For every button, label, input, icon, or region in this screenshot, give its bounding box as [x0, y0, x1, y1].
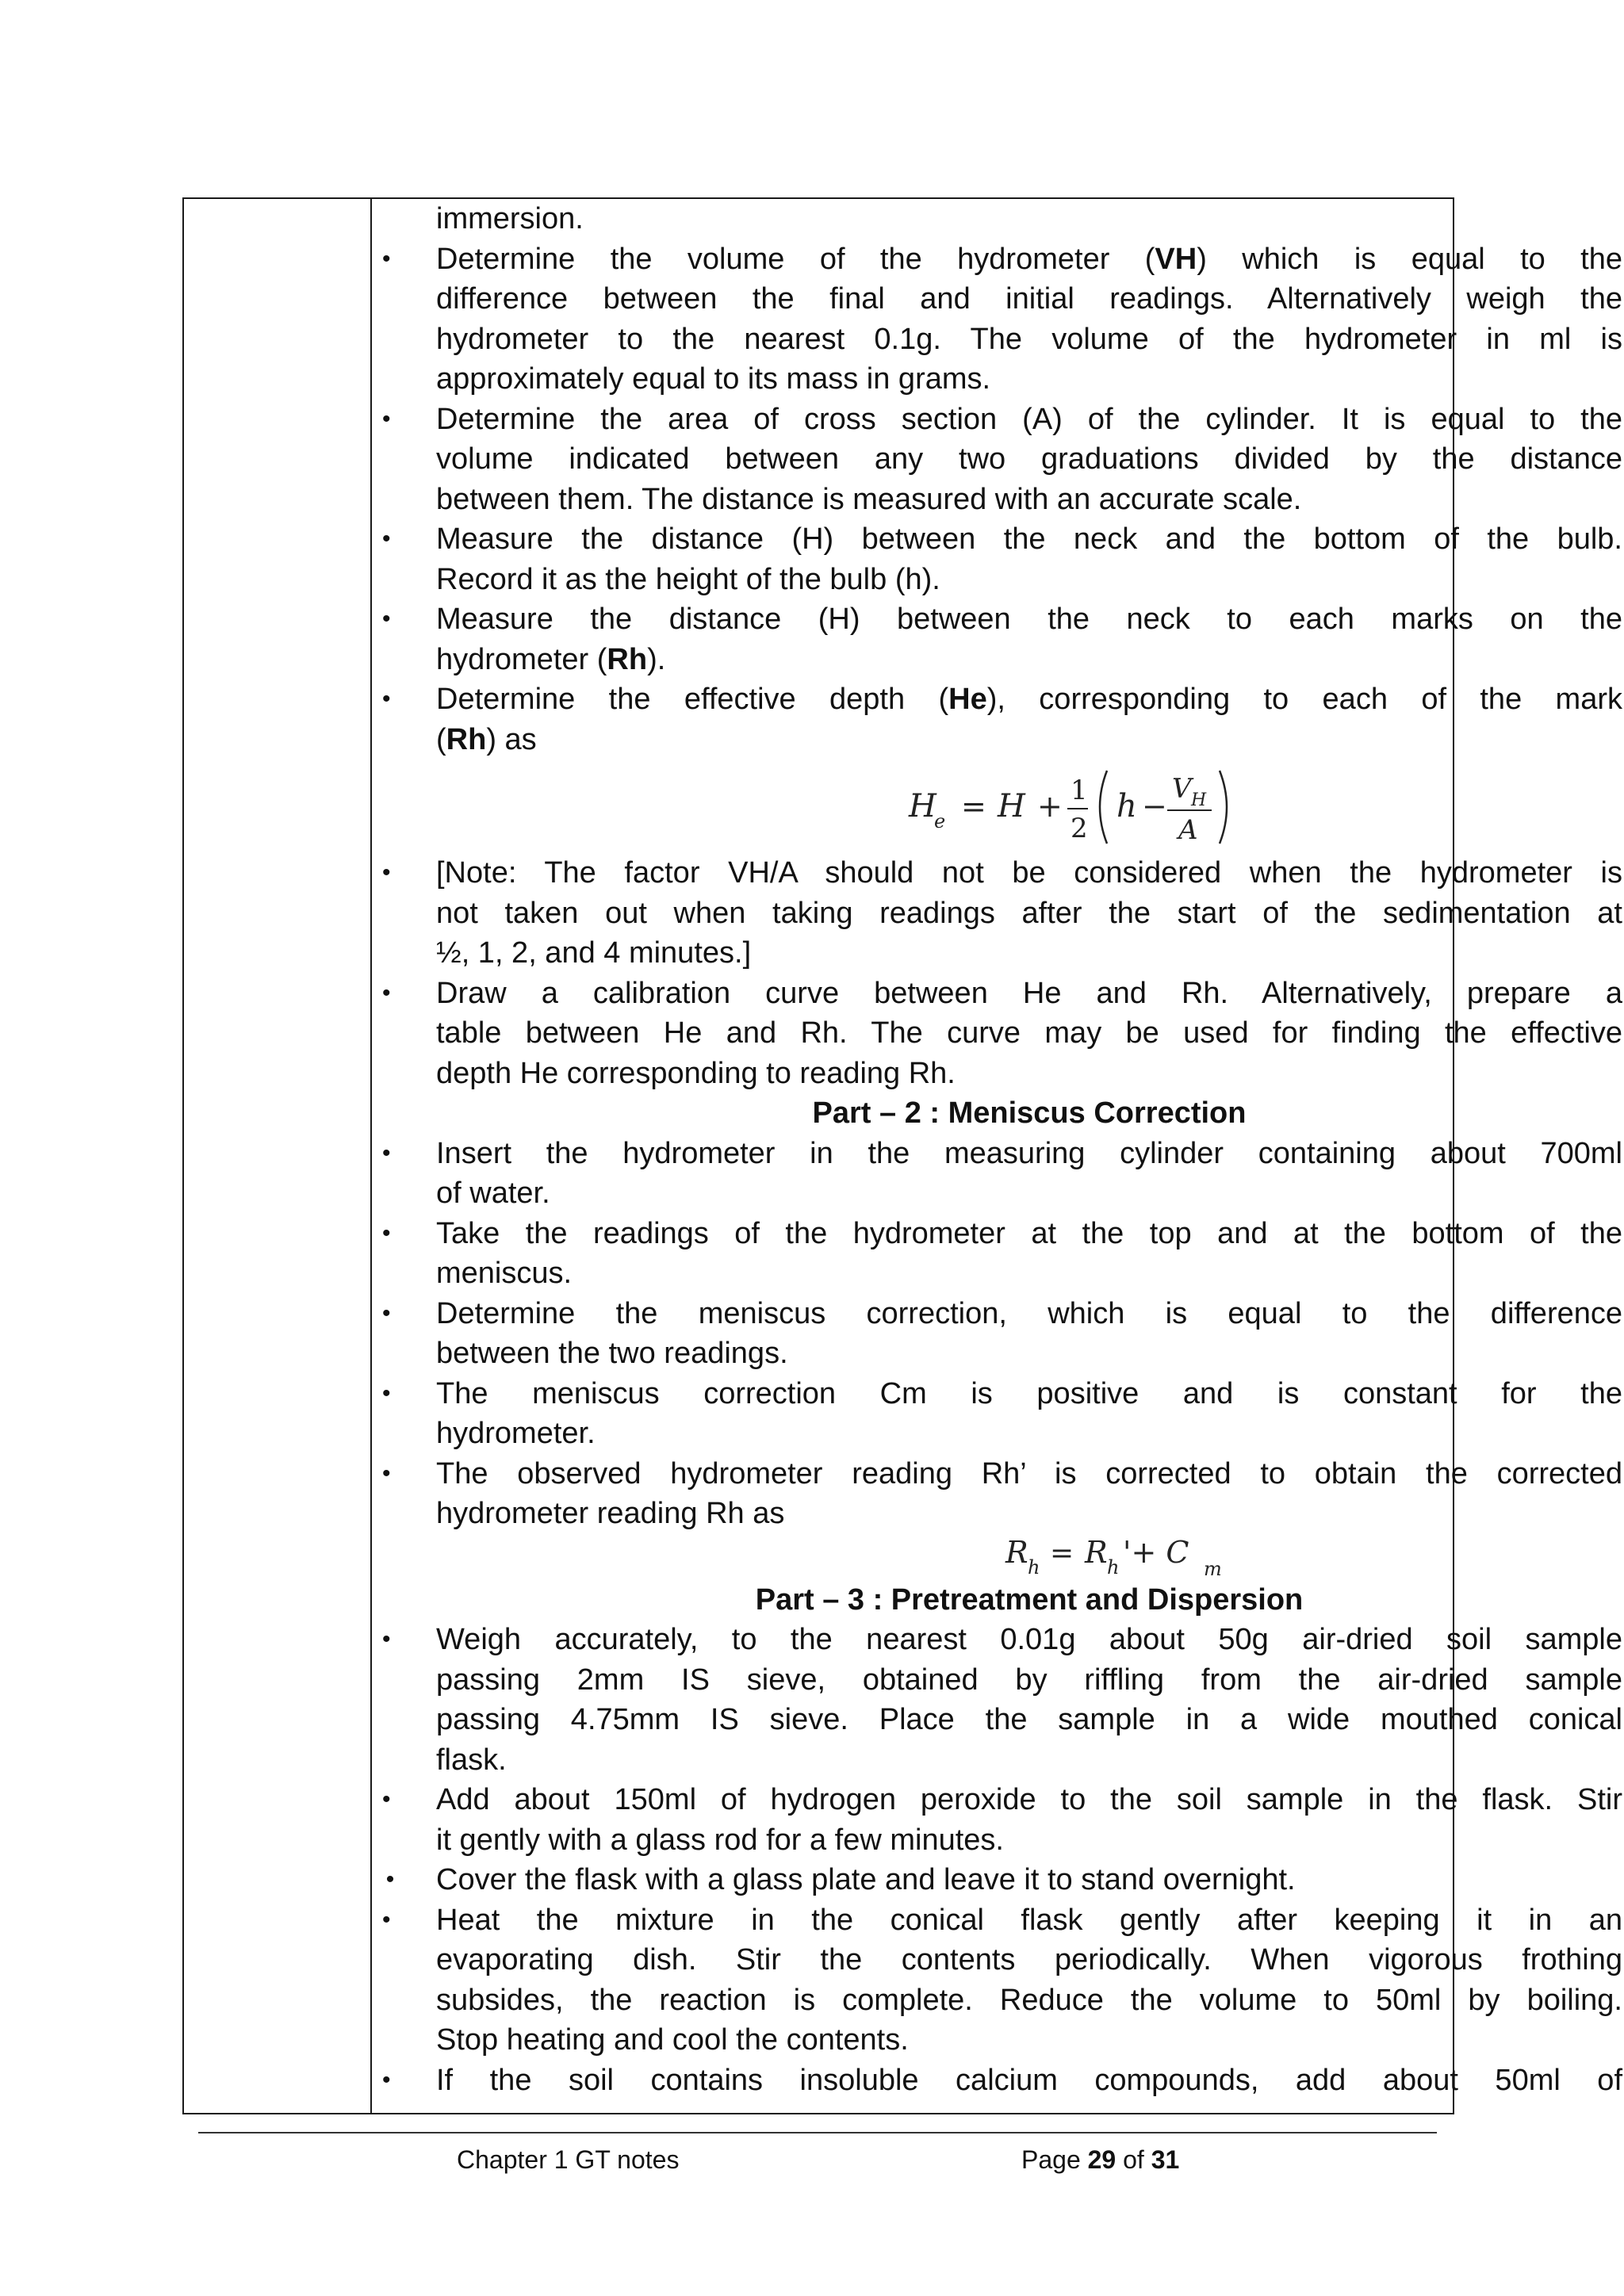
left-paren-icon [1100, 771, 1107, 844]
section-heading-part2: Part – 2 : Meniscus Correction [812, 1096, 1247, 1130]
effective-depth-formula-graphic [436, 760, 1622, 853]
formula-equals: = [961, 789, 986, 824]
list-item: • Heat the mixture in the conical flask gently after keeping it in an [436, 1900, 1622, 1941]
bullet-icon: • [382, 526, 391, 552]
bullet-icon: • [382, 2066, 391, 2093]
section-heading-part3: Part – 3 : Pretreatment and Dispersion [755, 1582, 1304, 1617]
bullet-icon: • [382, 1380, 391, 1406]
formula-plus: + [1037, 789, 1063, 824]
text-line: passing 2mm IS sieve, obtained by riffling from the air-dried sample [436, 1663, 1622, 1697]
text-line: Record it as the height of the bulb (h). [436, 562, 940, 596]
formula-lhs-sub: e [934, 810, 946, 832]
text-line: between the two readings. [436, 1337, 788, 1370]
text-line: hydrometer reading Rh as [436, 1497, 785, 1530]
bullet-icon: • [382, 686, 391, 712]
bullet-icon: • [382, 606, 391, 632]
list-item: • Weigh accurately, to the nearest 0.01g about 50g air-dried soil sample [436, 1620, 1622, 1660]
text-line: hydrometer to the nearest 0.1g. The volume of the hydrometer in ml is [436, 322, 1622, 356]
text-line: immersion. [436, 202, 584, 235]
text-line: approximately equal to its mass in grams. [436, 362, 991, 396]
procedure-cell [382, 199, 1623, 2100]
text-line: volume indicated between any two graduations divided by the distance [436, 442, 1622, 476]
procedure-table [182, 197, 1623, 2114]
list-item: • [Note: The factor VH/A should not be considered when the hydrometer is [436, 853, 1622, 894]
bullet-icon: • [382, 1626, 391, 1652]
text-line: it gently with a glass rod for a few minutes. [436, 1823, 1004, 1857]
list-item: • Determine the volume of the hydrometer (VH) which is equal to the [436, 239, 1622, 280]
list-item: • Determine the area of cross section (A) of the cylinder. It is equal to the [436, 400, 1622, 440]
bullet-icon: • [382, 859, 391, 886]
text-line: table between He and Rh. The curve may be used for finding the effective [436, 1016, 1622, 1050]
text-line: depth He corresponding to reading Rh. [436, 1056, 956, 1090]
list-item: • Determine the effective depth (He), corresponding to each of the mark [436, 679, 1622, 720]
formula-inner-h: h [1116, 788, 1137, 825]
text-line: passing 4.75mm IS sieve. Place the sample in a wide mouthed conical [436, 1703, 1622, 1736]
bullet-icon: • [385, 1866, 395, 1892]
bullet-icon: • [382, 1460, 391, 1487]
right-paren-icon [1220, 771, 1227, 844]
list-item: • Measure the distance (H) between the neck and the bottom of the bulb. [436, 519, 1622, 560]
list-item: • The observed hydrometer reading Rh’ is corrected to obtain the corrected [436, 1454, 1622, 1494]
formula-frac-den: 2 [1071, 813, 1088, 844]
footer-page-number: Page 29 of 31 [1021, 2145, 1180, 2174]
formula2-r2: R [1085, 1534, 1108, 1570]
formula2-r1: R [1005, 1534, 1028, 1570]
bullet-icon: • [382, 1139, 391, 1166]
list-item: • Cover the flask with a glass plate and leave it to stand overnight. [436, 1860, 1622, 1900]
list-item: • The meniscus correction Cm is positive and is constant for the [436, 1374, 1622, 1414]
text-line: (Rh) as [436, 722, 537, 756]
formula2-cm-sub: m [1204, 1557, 1222, 1580]
text-line: of water. [436, 1177, 550, 1210]
text-line: hydrometer. [436, 1417, 596, 1450]
formula-vh-sub: H [1191, 790, 1207, 810]
text-line: Stop heating and cool the contents. [436, 2023, 909, 2057]
formula-lhs: H [909, 788, 936, 825]
footer-divider [198, 2132, 1437, 2133]
bullet-icon: • [382, 1906, 391, 1933]
formula-a: A [1178, 814, 1198, 846]
text-line: flask. [436, 1743, 507, 1777]
list-item: • Determine the meniscus correction, which is equal to the difference [436, 1294, 1622, 1334]
text-line: not taken out when taking readings after the start of the sedimentation at [436, 896, 1622, 930]
formula-h: H [998, 788, 1025, 825]
list-item: • Insert the hydrometer in the measuring cylinder containing about 700ml [436, 1134, 1622, 1174]
formula-minus: − [1142, 789, 1167, 824]
formula2-r2-sub: h [1107, 1556, 1120, 1578]
text-line: subsides, the reaction is complete. Reduce the volume to 50ml by boiling. [436, 1983, 1622, 2017]
bullet-icon: • [382, 1786, 391, 1812]
text-line: between them. The distance is measured with an accurate scale. [436, 482, 1302, 516]
list-item: • Take the readings of the hydrometer at the top and at the bottom of the [436, 1214, 1622, 1254]
bullet-icon: • [382, 405, 391, 432]
footer-chapter-title: Chapter 1 GT notes [457, 2145, 680, 2174]
bullet-icon: • [382, 1299, 391, 1326]
text-line: ½, 1, 2, and 4 minutes.] [436, 936, 752, 970]
text-line: evaporating dish. Stir the contents periodically. When vigorous frothing [436, 1943, 1622, 1976]
corrected-reading-formula-graphic [436, 1534, 1622, 1580]
formula2-r1-sub: h [1028, 1556, 1040, 1578]
formula-vh: V [1172, 773, 1192, 805]
text-line: meniscus. [436, 1257, 573, 1290]
formula2-equals: = [1050, 1536, 1074, 1570]
list-item: • If the soil contains insoluble calcium compounds, add about 50ml of [436, 2061, 1622, 2101]
corrected-reading-formula [436, 1534, 1622, 1580]
formula-frac-num: 1 [1071, 775, 1088, 806]
list-item: • Draw a calibration curve between He and Rh. Alternatively, prepare a [436, 974, 1622, 1014]
bullet-icon: • [382, 1219, 391, 1246]
list-item: • Add about 150ml of hydrogen peroxide to the soil sample in the flask. Stir [436, 1780, 1622, 1820]
table-column-divider [370, 199, 372, 2113]
bullet-icon: • [382, 979, 391, 1006]
list-item: • Measure the distance (H) between the neck to each marks on the [436, 599, 1622, 640]
text-line: hydrometer (Rh). [436, 642, 666, 676]
text-line: difference between the final and initial readings. Alternatively weigh the [436, 282, 1622, 316]
formula2-rest: '+ C [1123, 1534, 1189, 1570]
effective-depth-formula [436, 760, 1622, 853]
bullet-icon: • [382, 245, 391, 272]
